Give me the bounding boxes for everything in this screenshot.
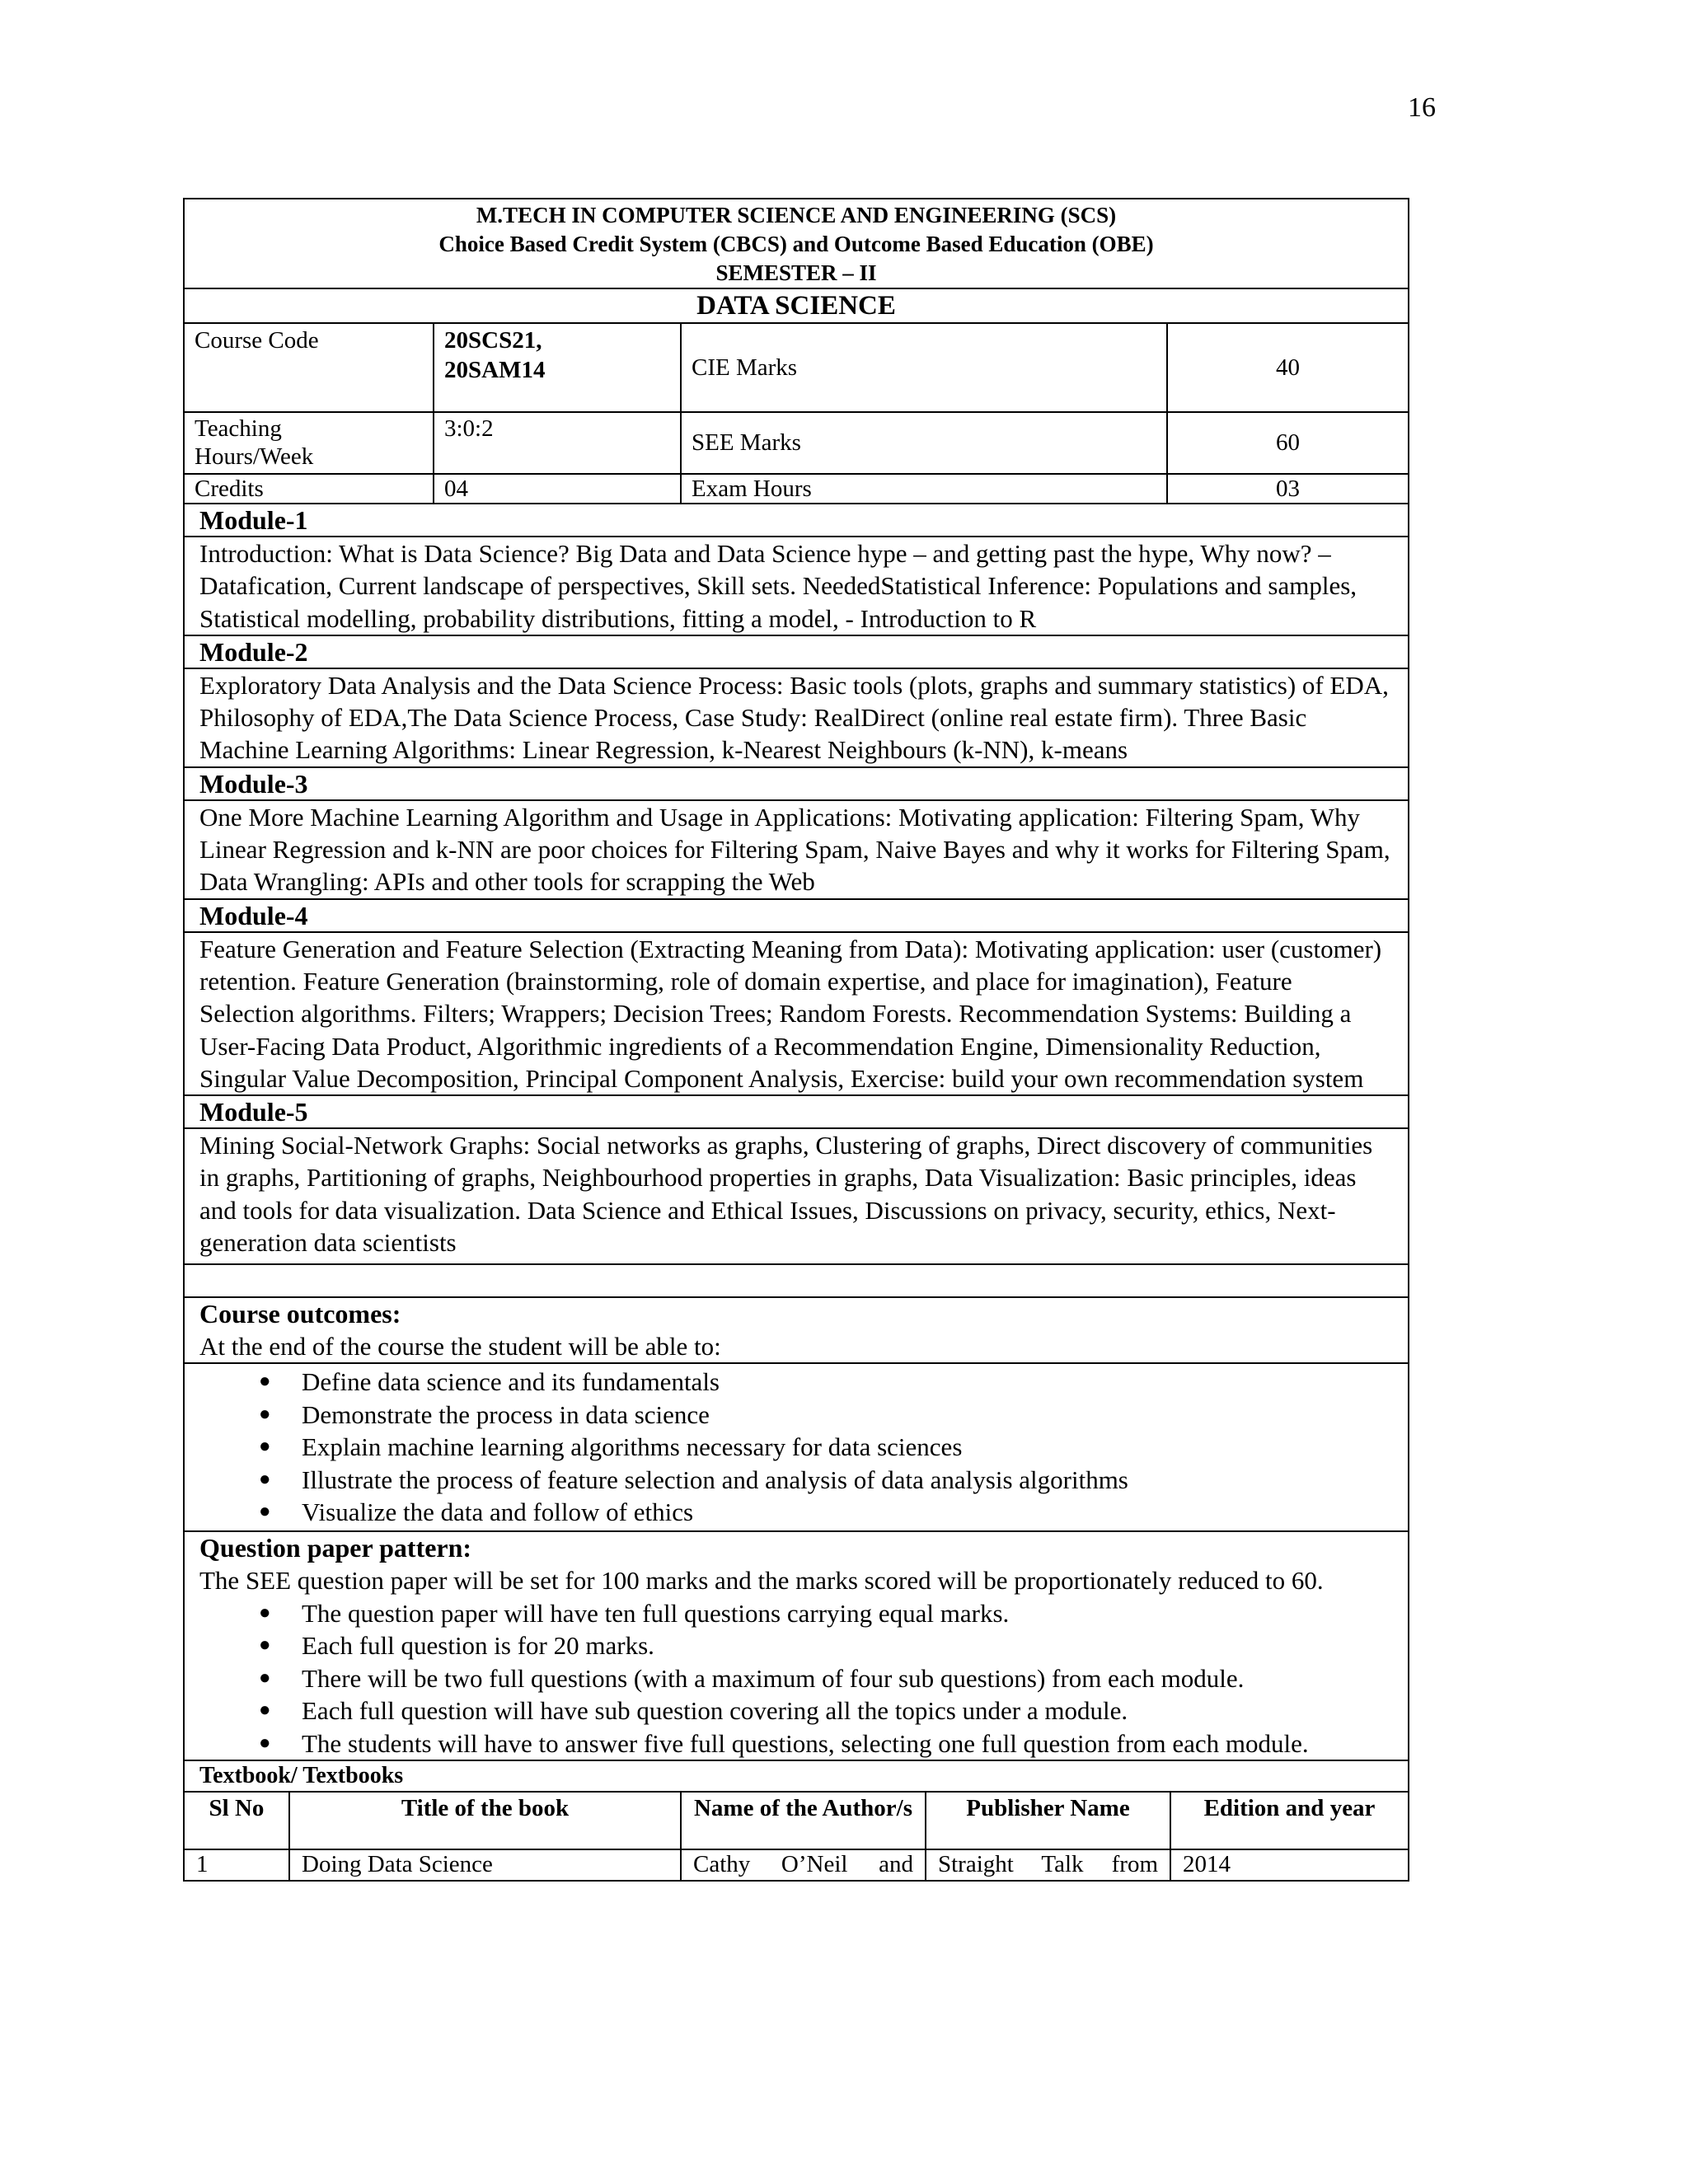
module-5-content: Mining Social-Network Graphs: Social networks as graphs, Clustering of graphs, Direct discovery of communities in graphs, Partitioning of graphs, Neighbourhood properties in graphs, Data Visualization: Basic principles, ideas and tools for data visualization. Data Science and Ethical Issues, Discussions on privacy, security, ethics, Next-generation data scientists (185, 1127, 1408, 1263)
textbooks-title: Textbook/ Textbooks (185, 1760, 1408, 1791)
course-code-2: 20SAM14 (444, 357, 546, 383)
list-item: ● Each full question is for 20 marks. (199, 1629, 1393, 1662)
bullet-icon: ● (259, 1601, 271, 1624)
list-item: ● Visualize the data and follow of ethics (199, 1496, 1393, 1529)
bullet-icon: ● (259, 1501, 271, 1523)
program-title: M.TECH IN COMPUTER SCIENCE AND ENGINEERING (SCS) (476, 203, 1117, 227)
course-outcomes-title: Course outcomes: (199, 1299, 401, 1329)
course-outcomes-list (185, 1362, 1408, 1530)
column-header-edition: Edition and year (1171, 1791, 1408, 1849)
blank-row (185, 1263, 1408, 1296)
cie-marks-label: CIE Marks (682, 322, 1168, 411)
table-cell-edition: 2014 (1171, 1849, 1408, 1880)
see-marks-value: 60 (1168, 411, 1408, 473)
module-4-title: Module-4 (185, 898, 1408, 931)
teaching-hours-value: 3:0:2 (434, 411, 682, 473)
page-number: 16 (1408, 92, 1436, 123)
list-item: ● Explain machine learning algorithms necessary for data sciences (199, 1431, 1393, 1464)
column-header-publisher: Publisher Name (926, 1791, 1171, 1849)
bullet-icon: ● (259, 1699, 271, 1722)
course-info-row-1 (185, 322, 1408, 411)
question-paper-intro: The SEE question paper will be set for 100 marks and the marks scored will be proportionately reduced to 60. (199, 1566, 1324, 1596)
scheme-title: Choice Based Credit System (CBCS) and Outcome Based Education (OBE) (438, 232, 1154, 256)
module-3-title: Module-3 (185, 766, 1408, 799)
table-cell-publisher: Straight Talk from (926, 1849, 1171, 1880)
list-item: ● The question paper will have ten full questions carrying equal marks. (199, 1597, 1393, 1630)
column-header-sl-no: Sl No (185, 1791, 290, 1849)
question-paper-title: Question paper pattern: (199, 1532, 472, 1563)
column-header-author: Name of the Author/s (682, 1791, 926, 1849)
module-2-content: Exploratory Data Analysis and the Data Science Process: Basic tools (plots, graphs and summary statistics) of EDA, Philosophy of EDA,The Data Science Process, Case Study: RealDirect (online real estate firm). Three Basic Machine Learning Algorithms: Linear Regression, k-Nearest Neighbours (k-NN), k-means (185, 668, 1408, 766)
program-header (185, 199, 1408, 288)
module-1-title: Module-1 (185, 503, 1408, 536)
course-info-row-3 (185, 473, 1408, 503)
module-1-content: Introduction: What is Data Science? Big Data and Data Science hype – and getting past the hype, Why now? – Datafication, Current landscape of perspectives, Skill sets. NeededStatistical Inference: Populations and samples, Statistical modelling, probability distributions, fitting a model, - Introduction to R (185, 536, 1408, 635)
exam-hours-label: Exam Hours (682, 473, 1168, 503)
list-item: ● Demonstrate the process in data science (199, 1399, 1393, 1432)
credits-value: 04 (434, 473, 682, 503)
list-item: ● Define data science and its fundamentals (199, 1366, 1393, 1399)
list-item: ● Each full question will have sub question covering all the topics under a module. (199, 1694, 1393, 1727)
course-code-label: Course Code (185, 322, 434, 411)
module-5-title: Module-5 (185, 1094, 1408, 1127)
table-cell-title: Doing Data Science (290, 1849, 682, 1880)
bullet-icon: ● (259, 1666, 271, 1689)
bullet-icon: ● (259, 1403, 271, 1425)
teaching-label-line1: Teaching (195, 415, 282, 442)
module-2-title: Module-2 (185, 635, 1408, 668)
see-marks-label: SEE Marks (682, 411, 1168, 473)
exam-hours-value: 03 (1168, 473, 1408, 503)
bullet-icon: ● (259, 1468, 271, 1490)
course-outcomes-section (185, 1296, 1408, 1362)
teaching-label-line2: Hours/Week (195, 443, 314, 470)
list-item: ● There will be two full questions (with a maximum of four sub questions) from each module. (199, 1662, 1393, 1695)
course-outcomes-intro: At the end of the course the student will be able to: (199, 1332, 721, 1361)
textbooks-table (185, 1791, 1408, 1880)
bullet-icon: ● (259, 1436, 271, 1458)
cie-marks-value: 40 (1168, 322, 1408, 411)
credits-label: Credits (185, 473, 434, 503)
module-3-content: One More Machine Learning Algorithm and Usage in Applications: Motivating application: Filtering Spam, Why Linear Regression and k-NN are poor choices for Filtering Spam, Naive Bayes and why it works for Filtering Spam, Data Wrangling: APIs and other tools for scrapping the Web (185, 799, 1408, 898)
bullet-icon: ● (259, 1634, 271, 1657)
column-header-title: Title of the book (290, 1791, 682, 1849)
bullet-icon: ● (259, 1371, 271, 1393)
course-code-value (434, 322, 682, 411)
teaching-hours-label (185, 411, 434, 473)
module-4-content: Feature Generation and Feature Selection (Extracting Meaning from Data): Motivating application: user (customer) retention. Feature Generation (brainstorming, role of domain expertise, and place for imagination), Feature Selection algorithms. Filters; Wrappers; Decision Trees; Random Forests. Recommendation Systems: Building a User-Facing Data Product, Algorithmic ingredients of a Recommendation Engine, Dimensionality Reduction, Singular Value Decomposition, Principal Component Analysis, Exercise: build your own recommendation system (185, 931, 1408, 1094)
course-code-1: 20SCS21, (444, 327, 542, 354)
list-item: ● Illustrate the process of feature selection and analysis of data analysis algorithms (199, 1464, 1393, 1497)
list-item: ● The students will have to answer five full questions, selecting one full question from each module. (199, 1727, 1393, 1760)
course-info-row-2 (185, 411, 1408, 473)
bullet-icon: ● (259, 1732, 271, 1754)
syllabus-table (183, 198, 1409, 1882)
table-cell-sl-no: 1 (185, 1849, 290, 1880)
course-title: DATA SCIENCE (185, 288, 1408, 322)
question-paper-section (185, 1530, 1408, 1760)
semester-title: SEMESTER – II (715, 260, 877, 285)
table-cell-author: Cathy O’Neil and (682, 1849, 926, 1880)
